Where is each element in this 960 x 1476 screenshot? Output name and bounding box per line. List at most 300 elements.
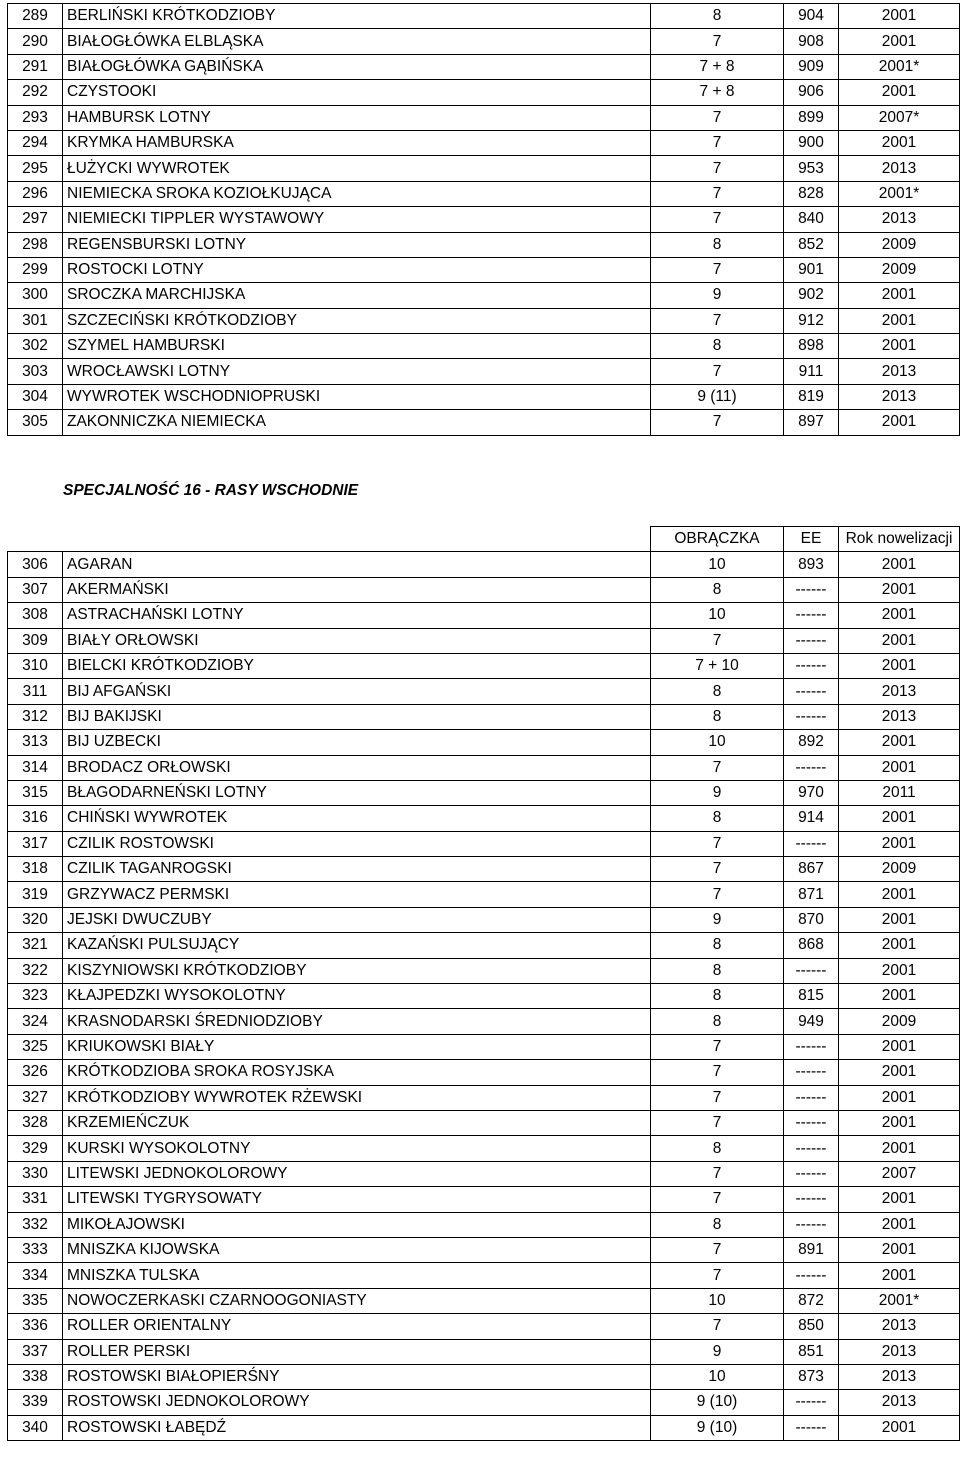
table-row — [8, 1212, 960, 1237]
row-number: 319 — [8, 882, 63, 907]
row-number: 306 — [8, 552, 63, 577]
ring-size: 7 — [651, 755, 784, 780]
ee-number: ------ — [784, 755, 839, 780]
table-row — [8, 207, 960, 232]
breed-name: KURSKI WYSOKOLOTNY — [63, 1136, 651, 1161]
revision-year: 2009 — [839, 232, 960, 257]
row-number: 316 — [8, 806, 63, 831]
breed-name: ROSTOWSKI JEDNOKOLOROWY — [63, 1390, 651, 1415]
ee-number: ------ — [784, 628, 839, 653]
ee-number: 870 — [784, 907, 839, 932]
row-number: 331 — [8, 1187, 63, 1212]
ring-size: 7 — [651, 1110, 784, 1135]
revision-year: 2009 — [839, 1009, 960, 1034]
breed-name: LITEWSKI JEDNOKOLOROWY — [63, 1161, 651, 1186]
revision-year: 2013 — [839, 1314, 960, 1339]
ring-size: 8 — [651, 958, 784, 983]
ee-number: 892 — [784, 730, 839, 755]
ee-number: 949 — [784, 1009, 839, 1034]
row-number: 317 — [8, 831, 63, 856]
ee-number: 899 — [784, 105, 839, 130]
row-number: 320 — [8, 907, 63, 932]
ee-number: 901 — [784, 257, 839, 282]
revision-year: 2013 — [839, 679, 960, 704]
revision-year: 2001 — [839, 552, 960, 577]
revision-year: 2001* — [839, 1288, 960, 1313]
ring-size: 8 — [651, 679, 784, 704]
revision-year: 2007* — [839, 105, 960, 130]
revision-year: 2001 — [839, 80, 960, 105]
table-row — [8, 679, 960, 704]
table-row — [8, 1263, 960, 1288]
breed-name: SZCZECIŃSKI KRÓTKODZIOBY — [63, 308, 651, 333]
row-number: 309 — [8, 628, 63, 653]
row-number: 333 — [8, 1237, 63, 1262]
table-row — [8, 603, 960, 628]
table-row — [8, 1034, 960, 1059]
revision-year: 2013 — [839, 384, 960, 409]
revision-year: 2001 — [839, 1060, 960, 1085]
table-row — [8, 1060, 960, 1085]
row-number: 294 — [8, 130, 63, 155]
ee-number: ------ — [784, 1415, 839, 1440]
table-row — [8, 1237, 960, 1262]
row-number: 296 — [8, 181, 63, 206]
table-row — [8, 780, 960, 805]
table-row — [8, 552, 960, 577]
row-number: 295 — [8, 156, 63, 181]
revision-year: 2009 — [839, 857, 960, 882]
breed-name: MNISZKA KIJOWSKA — [63, 1237, 651, 1262]
breed-name: GRZYWACZ PERMSKI — [63, 882, 651, 907]
table-row — [8, 283, 960, 308]
revision-year: 2001* — [839, 181, 960, 206]
revision-year: 2001 — [839, 308, 960, 333]
table-row — [8, 232, 960, 257]
row-number: 327 — [8, 1085, 63, 1110]
table-row — [8, 1364, 960, 1389]
breed-name: NIEMIECKI TIPPLER WYSTAWOWY — [63, 207, 651, 232]
ee-number: ------ — [784, 1390, 839, 1415]
row-number: 307 — [8, 577, 63, 602]
row-number: 313 — [8, 730, 63, 755]
breeds-table-bottom-body — [8, 552, 960, 1441]
ring-size: 10 — [651, 603, 784, 628]
revision-year: 2013 — [839, 1390, 960, 1415]
table-row — [8, 54, 960, 79]
ring-size: 8 — [651, 1136, 784, 1161]
ee-number: 902 — [784, 283, 839, 308]
breed-name: ROSTOWSKI BIAŁOPIERŚNY — [63, 1364, 651, 1389]
breeds-table-top — [7, 3, 960, 436]
ee-number: ------ — [784, 1136, 839, 1161]
revision-year: 2001 — [839, 283, 960, 308]
ee-number: 840 — [784, 207, 839, 232]
breed-name: KISZYNIOWSKI KRÓTKODZIOBY — [63, 958, 651, 983]
ring-size: 9 (11) — [651, 384, 784, 409]
ee-number: ------ — [784, 1212, 839, 1237]
breed-name: AGARAN — [63, 552, 651, 577]
revision-year: 2001 — [839, 577, 960, 602]
ee-number: ------ — [784, 577, 839, 602]
table-row — [8, 1314, 960, 1339]
breed-name: KRASNODARSKI ŚREDNIODZIOBY — [63, 1009, 651, 1034]
row-number: 311 — [8, 679, 63, 704]
breed-name: ROLLER ORIENTALNY — [63, 1314, 651, 1339]
table-row — [8, 1187, 960, 1212]
ring-size: 8 — [651, 704, 784, 729]
ring-size: 7 — [651, 105, 784, 130]
ring-size: 10 — [651, 730, 784, 755]
table-row — [8, 857, 960, 882]
row-number: 335 — [8, 1288, 63, 1313]
ring-size: 10 — [651, 1364, 784, 1389]
revision-year: 2001 — [839, 653, 960, 678]
row-number: 338 — [8, 1364, 63, 1389]
breed-name: MIKOŁAJOWSKI — [63, 1212, 651, 1237]
breed-name: ROLLER PERSKI — [63, 1339, 651, 1364]
row-number: 318 — [8, 857, 63, 882]
row-number: 324 — [8, 1009, 63, 1034]
ee-number: 914 — [784, 806, 839, 831]
table-row — [8, 577, 960, 602]
row-number: 293 — [8, 105, 63, 130]
row-number: 332 — [8, 1212, 63, 1237]
ring-size: 7 — [651, 1161, 784, 1186]
breed-name: BŁAGODARNEŃSKI LOTNY — [63, 780, 651, 805]
revision-year: 2013 — [839, 1364, 960, 1389]
breed-name: SROCZKA MARCHIJSKA — [63, 283, 651, 308]
row-number: 304 — [8, 384, 63, 409]
row-number: 302 — [8, 334, 63, 359]
row-number: 336 — [8, 1314, 63, 1339]
revision-year: 2013 — [839, 704, 960, 729]
breed-name: ŁUŻYCKI WYWROTEK — [63, 156, 651, 181]
revision-year: 2001 — [839, 933, 960, 958]
section-title: SPECJALNOŚĆ 16 - RASY WSCHODNIE — [63, 482, 359, 499]
ring-size: 7 — [651, 207, 784, 232]
table-row — [8, 359, 960, 384]
header-blank-num — [8, 527, 63, 552]
ee-number: 850 — [784, 1314, 839, 1339]
row-number: 321 — [8, 933, 63, 958]
ring-size: 10 — [651, 1288, 784, 1313]
ring-size: 7 — [651, 1034, 784, 1059]
row-number: 314 — [8, 755, 63, 780]
table-row — [8, 984, 960, 1009]
ee-number: 912 — [784, 308, 839, 333]
ee-number: 819 — [784, 384, 839, 409]
row-number: 323 — [8, 984, 63, 1009]
column-header-ee: EE — [784, 527, 839, 552]
table-row — [8, 958, 960, 983]
row-number: 337 — [8, 1339, 63, 1364]
table-row — [8, 1288, 960, 1313]
breed-name: MNISZKA TULSKA — [63, 1263, 651, 1288]
breed-name: KRYMKA HAMBURSKA — [63, 130, 651, 155]
ring-size: 7 + 8 — [651, 80, 784, 105]
row-number: 330 — [8, 1161, 63, 1186]
ee-number: 871 — [784, 882, 839, 907]
breed-name: ASTRACHAŃSKI LOTNY — [63, 603, 651, 628]
table-row — [8, 181, 960, 206]
table-row — [8, 130, 960, 155]
revision-year: 2001 — [839, 29, 960, 54]
revision-year: 2001 — [839, 831, 960, 856]
ring-size: 7 — [651, 257, 784, 282]
ee-number: 872 — [784, 1288, 839, 1313]
breed-name: NOWOCZERKASKI CZARNOOGONIASTY — [63, 1288, 651, 1313]
revision-year: 2001 — [839, 410, 960, 435]
ring-size: 8 — [651, 933, 784, 958]
breed-name: BIAŁOGŁÓWKA GĄBIŃSKA — [63, 54, 651, 79]
ee-number: ------ — [784, 1060, 839, 1085]
breed-name: AKERMAŃSKI — [63, 577, 651, 602]
row-number: 308 — [8, 603, 63, 628]
column-header-row — [8, 527, 960, 552]
ring-size: 9 (10) — [651, 1415, 784, 1440]
table-row — [8, 704, 960, 729]
revision-year: 2001 — [839, 958, 960, 983]
table-row — [8, 755, 960, 780]
ee-number: 906 — [784, 80, 839, 105]
ring-size: 7 — [651, 1085, 784, 1110]
row-number: 297 — [8, 207, 63, 232]
ring-size: 7 — [651, 156, 784, 181]
table-row — [8, 933, 960, 958]
ee-number: 908 — [784, 29, 839, 54]
breed-name: REGENSBURSKI LOTNY — [63, 232, 651, 257]
revision-year: 2001 — [839, 907, 960, 932]
revision-year: 2013 — [839, 156, 960, 181]
breeds-table-bottom — [7, 526, 960, 1441]
revision-year: 2001 — [839, 806, 960, 831]
row-number: 300 — [8, 283, 63, 308]
breed-name: KAZAŃSKI PULSUJĄCY — [63, 933, 651, 958]
table-row — [8, 1415, 960, 1440]
table-row — [8, 410, 960, 435]
table-row — [8, 1009, 960, 1034]
row-number: 289 — [8, 4, 63, 29]
row-number: 334 — [8, 1263, 63, 1288]
breed-name: ZAKONNICZKA NIEMIECKA — [63, 410, 651, 435]
ring-size: 8 — [651, 232, 784, 257]
revision-year: 2001 — [839, 130, 960, 155]
revision-year: 2001 — [839, 628, 960, 653]
row-number: 340 — [8, 1415, 63, 1440]
table-row — [8, 156, 960, 181]
breed-name: CHIŃSKI WYWROTEK — [63, 806, 651, 831]
table-row — [8, 1339, 960, 1364]
breed-name: KRÓTKODZIOBY WYWROTEK RŻEWSKI — [63, 1085, 651, 1110]
ring-size: 8 — [651, 984, 784, 1009]
table-row — [8, 882, 960, 907]
ring-size: 7 — [651, 1314, 784, 1339]
revision-year: 2001 — [839, 1237, 960, 1262]
table-row — [8, 907, 960, 932]
ee-number: ------ — [784, 1085, 839, 1110]
revision-year: 2013 — [839, 207, 960, 232]
ee-number: 867 — [784, 857, 839, 882]
breed-name: BIJ UZBECKI — [63, 730, 651, 755]
revision-year: 2001 — [839, 730, 960, 755]
row-number: 325 — [8, 1034, 63, 1059]
ee-number: 891 — [784, 1237, 839, 1262]
ee-number: 904 — [784, 4, 839, 29]
ring-size: 7 — [651, 628, 784, 653]
table-row — [8, 1136, 960, 1161]
row-number: 303 — [8, 359, 63, 384]
breed-name: KRZEMIEŃCZUK — [63, 1110, 651, 1135]
breed-name: BRODACZ ORŁOWSKI — [63, 755, 651, 780]
table-row — [8, 384, 960, 409]
table-row — [8, 1110, 960, 1135]
row-number: 301 — [8, 308, 63, 333]
ee-number: ------ — [784, 831, 839, 856]
ring-size: 10 — [651, 552, 784, 577]
ring-size: 8 — [651, 4, 784, 29]
ee-number: 873 — [784, 1364, 839, 1389]
ee-number: ------ — [784, 958, 839, 983]
ee-number: 893 — [784, 552, 839, 577]
ring-size: 9 (10) — [651, 1390, 784, 1415]
breed-name: BERLIŃSKI KRÓTKODZIOBY — [63, 4, 651, 29]
ee-number: 897 — [784, 410, 839, 435]
row-number: 291 — [8, 54, 63, 79]
table-row — [8, 1085, 960, 1110]
revision-year: 2001* — [839, 54, 960, 79]
breed-name: BIELCKI KRÓTKODZIOBY — [63, 653, 651, 678]
revision-year: 2001 — [839, 603, 960, 628]
row-number: 329 — [8, 1136, 63, 1161]
row-number: 312 — [8, 704, 63, 729]
breed-name: CZYSTOOKI — [63, 80, 651, 105]
column-header-year: Rok nowelizacji — [839, 527, 960, 552]
row-number: 310 — [8, 653, 63, 678]
row-number: 292 — [8, 80, 63, 105]
header-blank-name — [63, 527, 651, 552]
table-row — [8, 29, 960, 54]
ee-number: 911 — [784, 359, 839, 384]
breed-name: WYWROTEK WSCHODNIOPRUSKI — [63, 384, 651, 409]
ee-number: 815 — [784, 984, 839, 1009]
ee-number: ------ — [784, 1263, 839, 1288]
ring-size: 8 — [651, 577, 784, 602]
breed-name: BIJ BAKIJSKI — [63, 704, 651, 729]
ee-number: 909 — [784, 54, 839, 79]
breed-name: BIJ AFGAŃSKI — [63, 679, 651, 704]
breed-name: LITEWSKI TYGRYSOWATY — [63, 1187, 651, 1212]
ee-number: 970 — [784, 780, 839, 805]
row-number: 305 — [8, 410, 63, 435]
ring-size: 7 — [651, 857, 784, 882]
revision-year: 2009 — [839, 257, 960, 282]
ee-number: 868 — [784, 933, 839, 958]
ring-size: 7 — [651, 410, 784, 435]
ring-size: 9 — [651, 1339, 784, 1364]
revision-year: 2001 — [839, 984, 960, 1009]
ring-size: 7 — [651, 1237, 784, 1262]
column-header-ring: OBRĄCZKA — [651, 527, 784, 552]
breed-name: CZILIK TAGANROGSKI — [63, 857, 651, 882]
revision-year: 2001 — [839, 1415, 960, 1440]
ring-size: 9 — [651, 283, 784, 308]
revision-year: 2013 — [839, 359, 960, 384]
table-row — [8, 4, 960, 29]
revision-year: 2001 — [839, 1187, 960, 1212]
ee-number: ------ — [784, 1161, 839, 1186]
table-row — [8, 1390, 960, 1415]
ring-size: 7 + 8 — [651, 54, 784, 79]
breed-name: SZYMEL HAMBURSKI — [63, 334, 651, 359]
breeds-table-top-body — [8, 4, 960, 436]
table-row — [8, 257, 960, 282]
table-row — [8, 653, 960, 678]
row-number: 328 — [8, 1110, 63, 1135]
row-number: 298 — [8, 232, 63, 257]
table-row — [8, 308, 960, 333]
table-row — [8, 105, 960, 130]
row-number: 339 — [8, 1390, 63, 1415]
table-row — [8, 730, 960, 755]
ring-size: 8 — [651, 334, 784, 359]
breed-name: WROCŁAWSKI LOTNY — [63, 359, 651, 384]
ee-number: 851 — [784, 1339, 839, 1364]
revision-year: 2001 — [839, 1136, 960, 1161]
revision-year: 2001 — [839, 1263, 960, 1288]
row-number: 322 — [8, 958, 63, 983]
breed-name: NIEMIECKA SROKA KOZIOŁKUJĄCA — [63, 181, 651, 206]
ring-size: 7 — [651, 29, 784, 54]
ring-size: 8 — [651, 806, 784, 831]
ring-size: 7 — [651, 831, 784, 856]
ee-number: ------ — [784, 1110, 839, 1135]
ee-number: ------ — [784, 653, 839, 678]
revision-year: 2007 — [839, 1161, 960, 1186]
breed-name: KŁAJPEDZKI WYSOKOLOTNY — [63, 984, 651, 1009]
revision-year: 2001 — [839, 1110, 960, 1135]
ring-size: 9 — [651, 780, 784, 805]
breed-name: ROSTOWSKI ŁABĘDŹ — [63, 1415, 651, 1440]
ring-size: 7 — [651, 882, 784, 907]
ee-number: 828 — [784, 181, 839, 206]
ee-number: 898 — [784, 334, 839, 359]
ee-number: ------ — [784, 704, 839, 729]
ee-number: ------ — [784, 603, 839, 628]
revision-year: 2001 — [839, 1085, 960, 1110]
table-row — [8, 80, 960, 105]
revision-year: 2001 — [839, 1034, 960, 1059]
breed-name: BIAŁOGŁÓWKA ELBLĄSKA — [63, 29, 651, 54]
revision-year: 2011 — [839, 780, 960, 805]
ee-number: ------ — [784, 1034, 839, 1059]
table-row — [8, 806, 960, 831]
breed-name: KRIUKOWSKI BIAŁY — [63, 1034, 651, 1059]
ring-size: 7 — [651, 1187, 784, 1212]
breed-name: KRÓTKODZIOBA SROKA ROSYJSKA — [63, 1060, 651, 1085]
revision-year: 2001 — [839, 4, 960, 29]
row-number: 299 — [8, 257, 63, 282]
table-row — [8, 628, 960, 653]
ring-size: 7 — [651, 308, 784, 333]
ee-number: 852 — [784, 232, 839, 257]
ring-size: 7 — [651, 181, 784, 206]
row-number: 315 — [8, 780, 63, 805]
table-row — [8, 1161, 960, 1186]
row-number: 326 — [8, 1060, 63, 1085]
breed-name: BIAŁY ORŁOWSKI — [63, 628, 651, 653]
revision-year: 2001 — [839, 882, 960, 907]
